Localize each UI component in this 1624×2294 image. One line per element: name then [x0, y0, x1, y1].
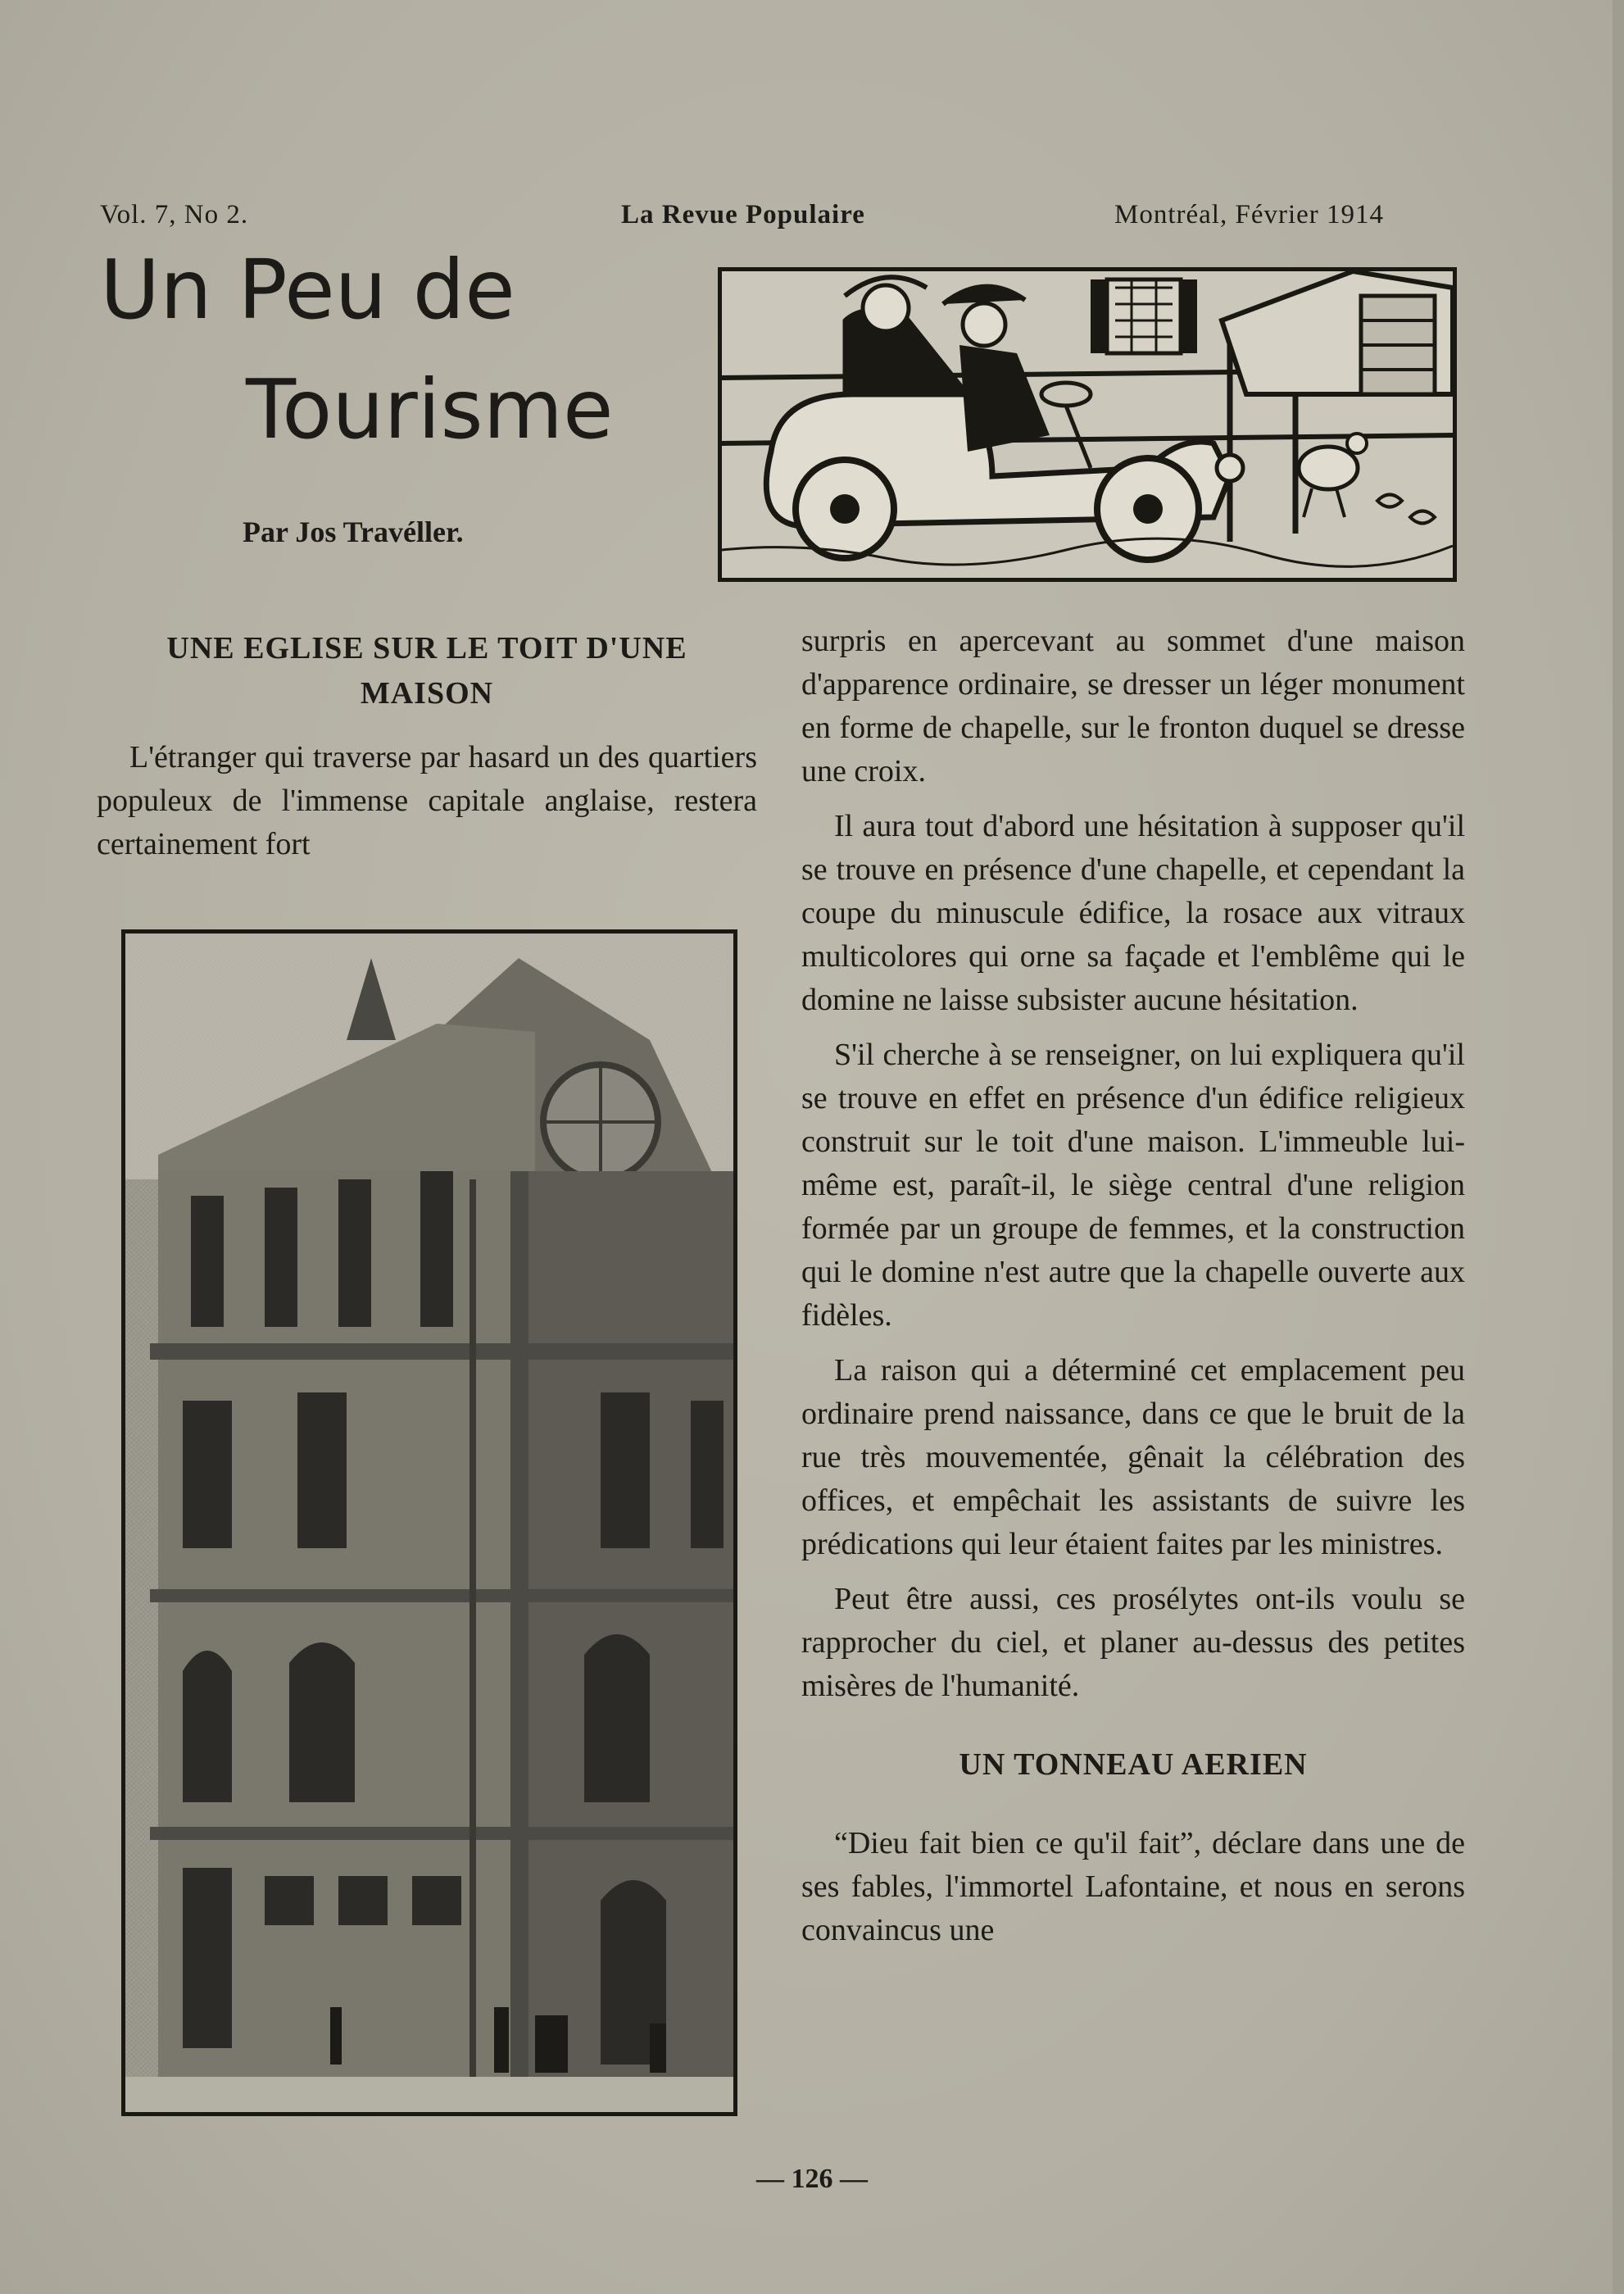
article-byline: Par Jos Travéller.	[243, 516, 464, 548]
section1-heading	[97, 626, 757, 716]
page-spine	[1613, 0, 1624, 2294]
section1-paragraph-4: La raison qui a déterminé cet emplacement peu ordinaire prend naissance, dans ce que le bruit de la rue très mouvementée, gênait la célébration des offices, et empêchait les assistants de suivre les prédications qui leur étaient faites par les ministres.	[801, 1353, 1465, 1561]
article-title-line1: Un Peu de	[100, 242, 515, 338]
left-column	[97, 736, 757, 878]
section1-paragraph-1a: L'étranger qui traverse par hasard un des quartiers populeux de l'immense capitale anglaise, restera certainement fort	[97, 740, 757, 861]
header-magazine: La Revue Populaire	[621, 200, 865, 229]
car-cartoon-icon	[722, 271, 1453, 578]
section1-heading-line1: UNE EGLISE SUR LE TOIT D'UNE	[166, 631, 687, 665]
page-number: — 126 —	[756, 2164, 868, 2194]
section2-paragraph-1: “Dieu fait bien ce qu'il fait”, déclare dans une de ses fables, l'immortel Lafontaine, et nous en serons convaincus une	[801, 1826, 1465, 1947]
article-title-line2: Tourisme	[246, 361, 614, 457]
header-place-date: Montréal, Février 1914	[1114, 200, 1385, 229]
section1-paragraph-1b: surpris en apercevant au sommet d'une maison d'apparence ordinaire, se dresser un léger monument en forme de chapelle, sur le fronton duquel se dresse une croix.	[801, 624, 1465, 788]
right-column	[801, 620, 1465, 1964]
rooftop-chapel-photo	[121, 929, 737, 2116]
building-photo-icon	[125, 933, 733, 2112]
section1-paragraph-5: Peut être aussi, ces prosélytes ont-ils voulu se rapprocher du ciel, et planer au-dessus des petites misères de l'humanité.	[801, 1582, 1465, 1703]
car-cartoon-illustration	[718, 267, 1457, 582]
section2-heading: UN TONNEAU AERIEN	[959, 1747, 1308, 1782]
section1-paragraph-2: Il aura tout d'abord une hésitation à supposer qu'il se trouve en présence d'une chapelle, et cependant la coupe du minuscule édifice, la rosace aux vitraux multicolores qui orne sa façade et l'emblême qui le domine ne laisse subsister aucune hésitation.	[801, 809, 1465, 1017]
section1-heading-line2: MAISON	[360, 676, 494, 711]
header-volume: Vol. 7, No 2.	[100, 200, 249, 229]
section1-paragraph-3: S'il cherche à se renseigner, on lui expliquera qu'il se trouve en effet en présence d'un édifice religieux construit sur le toit d'une maison. L'immeuble lui-même est, paraît-il, le siège central d'une religion formée par un groupe de femmes, et la construction qui le domine n'est autre que la chapelle ouverte aux fidèles.	[801, 1038, 1465, 1333]
